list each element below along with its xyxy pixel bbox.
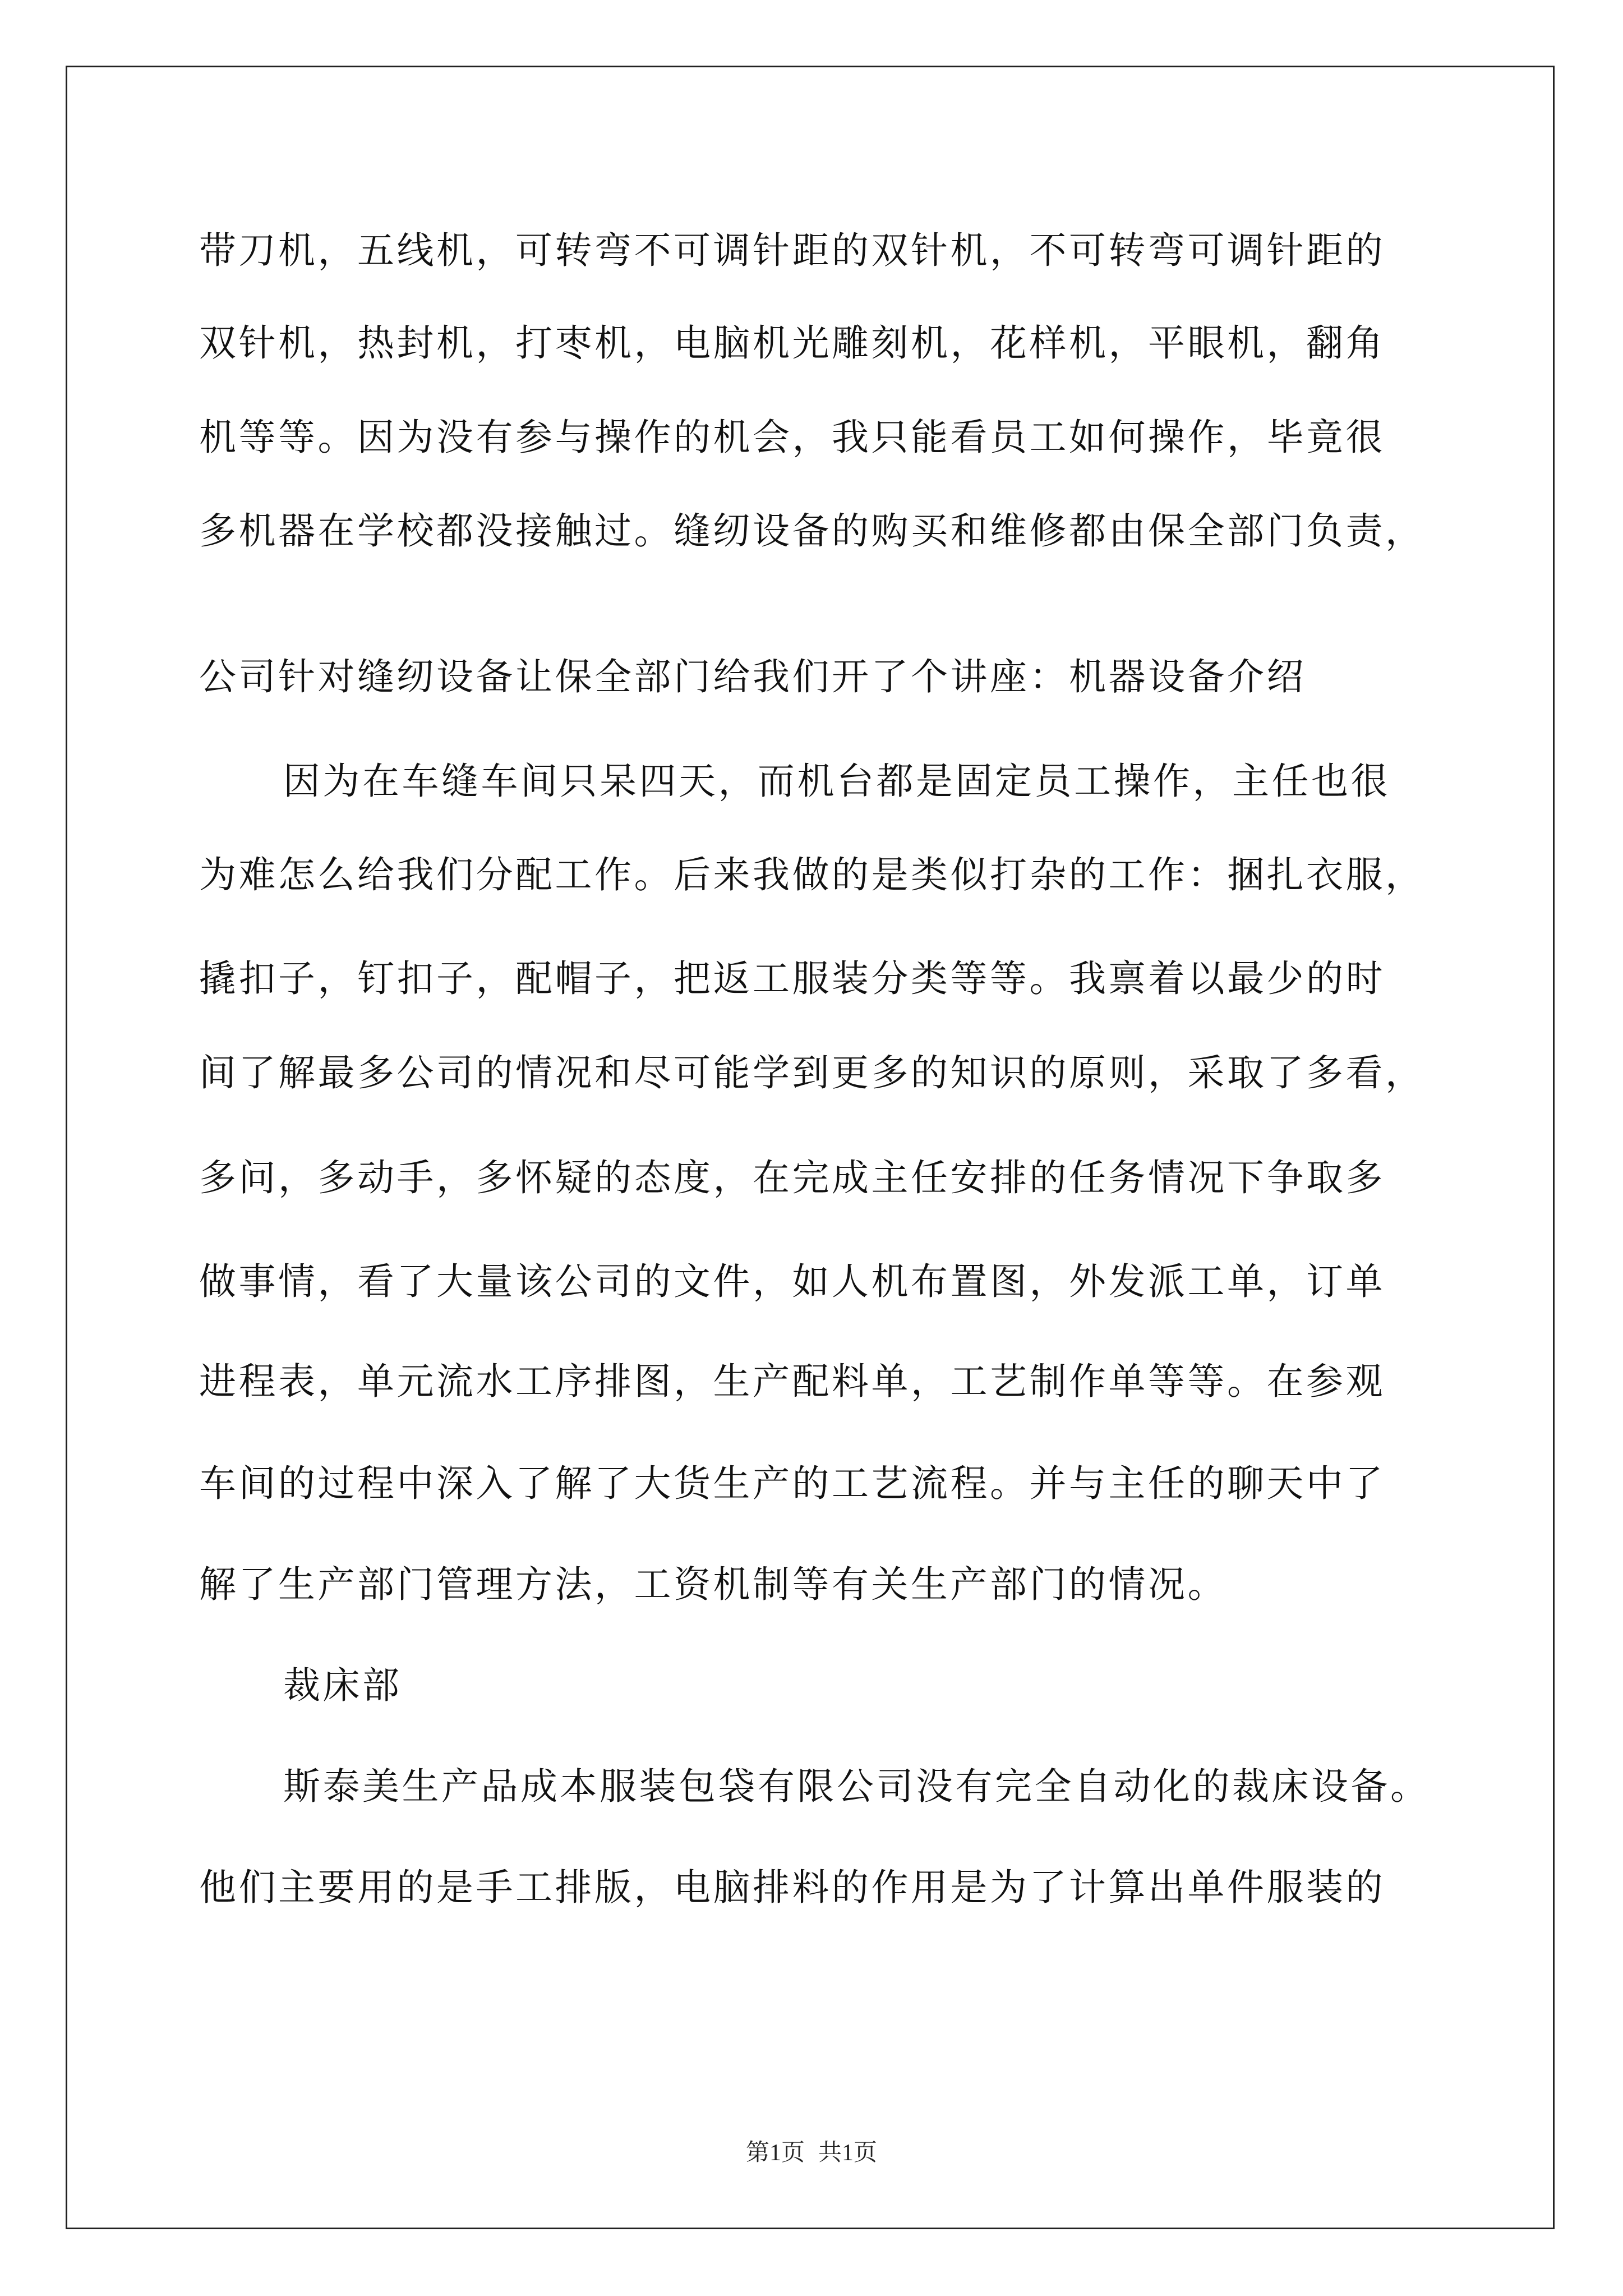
- text-line: 多问，多动手，多怀疑的态度，在完成主任安排的任务情况下争取多: [199, 1156, 1385, 1199]
- text-line: 做事情，看了大量该公司的文件，如人机布置图，外发派工单，订单: [199, 1260, 1385, 1303]
- section-heading: 裁床部: [283, 1664, 402, 1707]
- text-line: 多机器在学校都没接触过。缝纫设备的购买和维修都由保全部门负责，: [199, 509, 1425, 553]
- text-line: 车间的过程中深入了解了大货生产的工艺流程。并与主任的聊天中了: [199, 1462, 1385, 1505]
- page-number: 第1页: [745, 2140, 805, 2166]
- page-total: 共1页: [818, 2140, 878, 2166]
- text-line: 进程表，单元流水工序排图，生产配料单，工艺制作单等等。在参观: [199, 1360, 1385, 1403]
- text-line: 为难怎么给我们分配工作。后来我做的是类似打杂的工作：捆扎衣服，: [199, 853, 1425, 896]
- text-line: 他们主要用的是手工排版，电脑排料的作用是为了计算出单件服装的: [199, 1866, 1385, 1909]
- text-line: 因为在车缝车间只呆四天，而机台都是固定员工操作，主任也很: [283, 760, 1390, 803]
- text-line: 撬扣子，钉扣子，配帽子，把返工服装分类等等。我禀着以最少的时: [199, 957, 1385, 1000]
- text-line: 机等等。因为没有参与操作的机会，我只能看员工如何操作，毕竟很: [199, 416, 1385, 459]
- text-line: 间了解最多公司的情况和尽可能学到更多的知识的原则，采取了多看，: [199, 1051, 1425, 1094]
- text-line: 带刀机，五线机，可转弯不可调针距的双针机，不可转弯可调针距的: [199, 229, 1385, 272]
- text-line: 双针机，热封机，打枣机，电脑机光雕刻机，花样机，平眼机，翻角: [199, 321, 1385, 365]
- text-line: 斯泰美生产品成本服装包袋有限公司没有完全自动化的裁床设备。: [283, 1765, 1430, 1808]
- text-line: 解了生产部门管理方法，工资机制等有关生产部门的情况。: [199, 1563, 1227, 1606]
- page-footer: [0, 2136, 1623, 2170]
- text-line: 公司针对缝纫设备让保全部门给我们开了个讲座：机器设备介绍: [199, 655, 1306, 698]
